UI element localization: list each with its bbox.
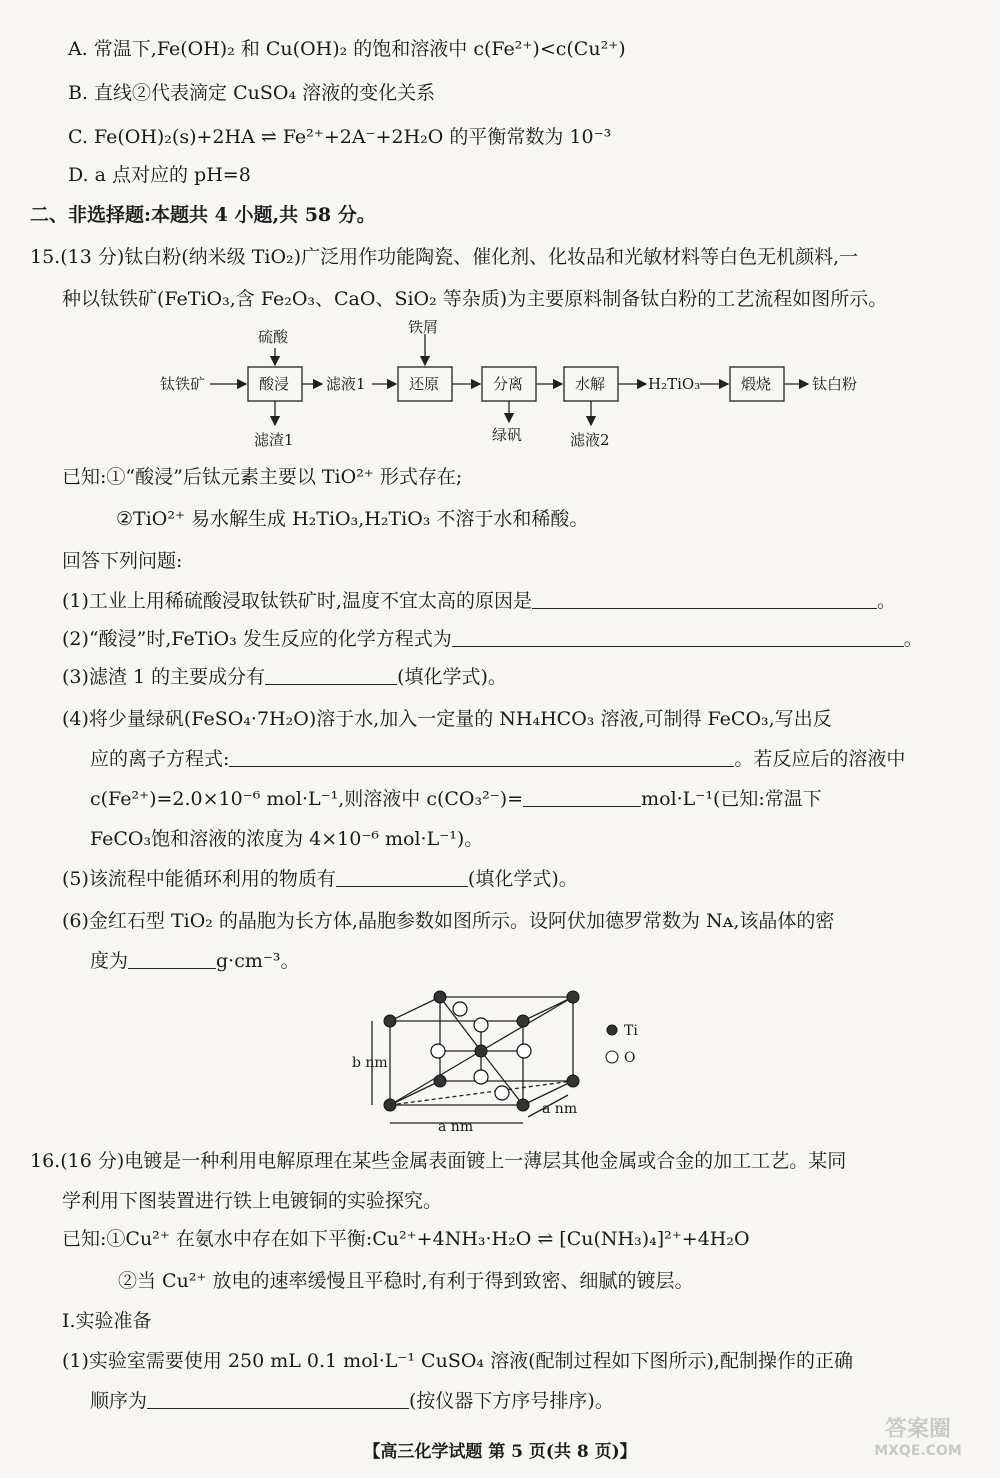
o-atom [474,1070,488,1084]
ti-atom [384,1015,396,1027]
q16-stem-line1: 16.(16 分)电镀是一种利用电解原理在某些金属表面镀上一薄层其他金属或合金的加工工艺。某同 [30,1150,847,1172]
q15-part2: (2)“酸浸”时,FeTiO₃ 发生反应的化学方程式为 。 [62,624,923,654]
unit-cell-diagram [350,985,670,1133]
o-atom [517,1044,531,1058]
ti-atom [517,1015,529,1027]
ti-atom [567,991,579,1003]
q16-part1-line1: (1)实验室需要使用 250 mL 0.1 mol·L⁻¹ CuSO₄ 溶液(配制过程如下图所示),配制操作的正确 [62,1350,853,1372]
label-b: b nm [352,1055,388,1071]
q15-part6-line2: 度为 g·cm⁻³。 [90,946,300,976]
section-heading: 二、非选择题:本题共 4 小题,共 58 分。 [30,204,376,226]
q15-part1: (1)工业上用稀硫酸浸取钛铁矿时,温度不宜太高的原因是 。 [62,586,896,616]
o-atom [495,1086,509,1100]
q15-stem-line2: 种以钛铁矿(FeTiO₃,含 Fe₂O₃、CaO、SiO₂ 等杂质)为主要原料制备钛白粉的工艺流程如图所示。 [62,288,888,310]
q15-part4-line3: c(Fe²⁺)=2.0×10⁻⁶ mol·L⁻¹,则溶液中 c(CO₃²⁻)= mol·L⁻¹(已知:常温下 [90,784,822,814]
q16-part-heading: Ⅰ.实验准备 [62,1310,152,1332]
flow-step3: 分离 [493,375,524,393]
legend-o-label: O [624,1050,636,1066]
blank-4b[interactable] [523,784,641,807]
blank-2[interactable] [452,624,904,647]
o-atom [474,1018,488,1032]
flow-output: 钛白粉 [812,375,858,393]
blank-1[interactable] [532,586,877,609]
ti-atom [384,1099,396,1111]
q15-known-1: 已知:①“酸浸”后钛元素主要以 TiO²⁺ 形式存在; [62,466,463,488]
ti-atom [434,991,446,1003]
flow-filtrate2: 滤液2 [570,431,610,449]
page-footer: 【高三化学试题 第 5 页(共 8 页)】 [363,1442,637,1462]
blank-3[interactable] [265,662,397,685]
q15-known-2: ②TiO²⁺ 易水解生成 H₂TiO₃,H₂TiO₃ 不溶于水和稀酸。 [116,508,589,530]
ti-atom [475,1045,487,1057]
o-atom [431,1044,445,1058]
q16-known-2: ②当 Cu²⁺ 放电的速率缓慢且平稳时,有利于得到致密、细腻的镀层。 [118,1270,694,1292]
blank-5[interactable] [336,864,468,887]
ti-atom [517,1099,529,1111]
watermark [858,1412,978,1472]
flow-residue1: 滤渣1 [254,431,294,449]
legend-o-dot [606,1051,618,1063]
option-c: C. Fe(OH)₂(s)+2HA ⇌ Fe²⁺+2A⁻+2H₂O 的平衡常数为 10⁻³ [68,126,612,148]
legend-ti-label: Ti [624,1023,638,1039]
q15-part3: (3)滤渣 1 的主要成分有 (填化学式)。 [62,662,507,692]
flow-input: 钛铁矿 [160,375,206,393]
ti-atom [434,1075,446,1087]
label-a-depth: a nm [542,1101,578,1117]
q15-part5: (5)该流程中能循环利用的物质有 (填化学式)。 [62,864,578,894]
option-a: A. 常温下,Fe(OH)₂ 和 Cu(OH)₂ 的饱和溶液中 c(Fe²⁺)<c(Cu²⁺) [68,38,626,60]
label-a-front: a nm [438,1119,474,1133]
o-atom [453,1002,467,1016]
flow-step4: 水解 [575,375,606,393]
option-d: D. a 点对应的 pH=8 [68,164,251,186]
q16-known-1: 已知:①Cu²⁺ 在氨水中存在如下平衡:Cu²⁺+4NH₃·H₂O ⇌ [Cu(NH₃)₄]²⁺+4H₂O [62,1228,750,1250]
watermark-title: 答案圈 [884,1417,951,1442]
flow-acid: 硫酸 [258,328,289,346]
process-flow-diagram [160,320,880,455]
q15-part4-line2: 应的离子方程式: 。若反应后的溶液中 [90,744,905,774]
watermark-url: MXQE.COM [874,1443,962,1459]
flow-byproduct: 绿矾 [492,426,523,444]
flow-step5: 煅烧 [741,375,772,393]
option-b: B. 直线②代表滴定 CuSO₄ 溶液的变化关系 [68,82,436,104]
q16-part1-line2: 顺序为 (按仪器下方序号排序)。 [90,1386,614,1416]
flow-filtrate1: 滤液1 [326,375,366,393]
q15-stem-line1: 15.(13 分)钛白粉(纳米级 TiO₂)广泛用作功能陶瓷、催化剂、化妆品和光敏材料等白色无机颜料,一 [30,246,859,268]
blank-6[interactable] [128,946,216,969]
flow-iron: 铁屑 [408,320,439,336]
q16-stem-line2: 学利用下图装置进行铁上电镀铜的实验探究。 [62,1190,443,1212]
ti-atom [567,1075,579,1087]
q15-part6-line1: (6)金红石型 TiO₂ 的晶胞为长方体,晶胞参数如图所示。设阿伏加德罗常数为 Nᴀ,该晶体的密 [62,910,835,932]
q15-answer-prompt: 回答下列问题: [62,550,183,572]
legend-ti-dot [607,1025,617,1035]
q15-part4-line4: FeCO₃饱和溶液的浓度为 4×10⁻⁶ mol·L⁻¹)。 [90,828,484,850]
flow-step1: 酸浸 [259,375,290,393]
flow-intermediate: H₂TiO₃ [648,375,701,393]
blank-16-1[interactable] [147,1386,409,1409]
blank-4a[interactable] [229,744,734,767]
q15-part4-line1: (4)将少量绿矾(FeSO₄·7H₂O)溶于水,加入一定量的 NH₄HCO₃ 溶液,可制得 FeCO₃,写出反 [62,708,832,730]
flow-step2: 还原 [409,375,440,393]
